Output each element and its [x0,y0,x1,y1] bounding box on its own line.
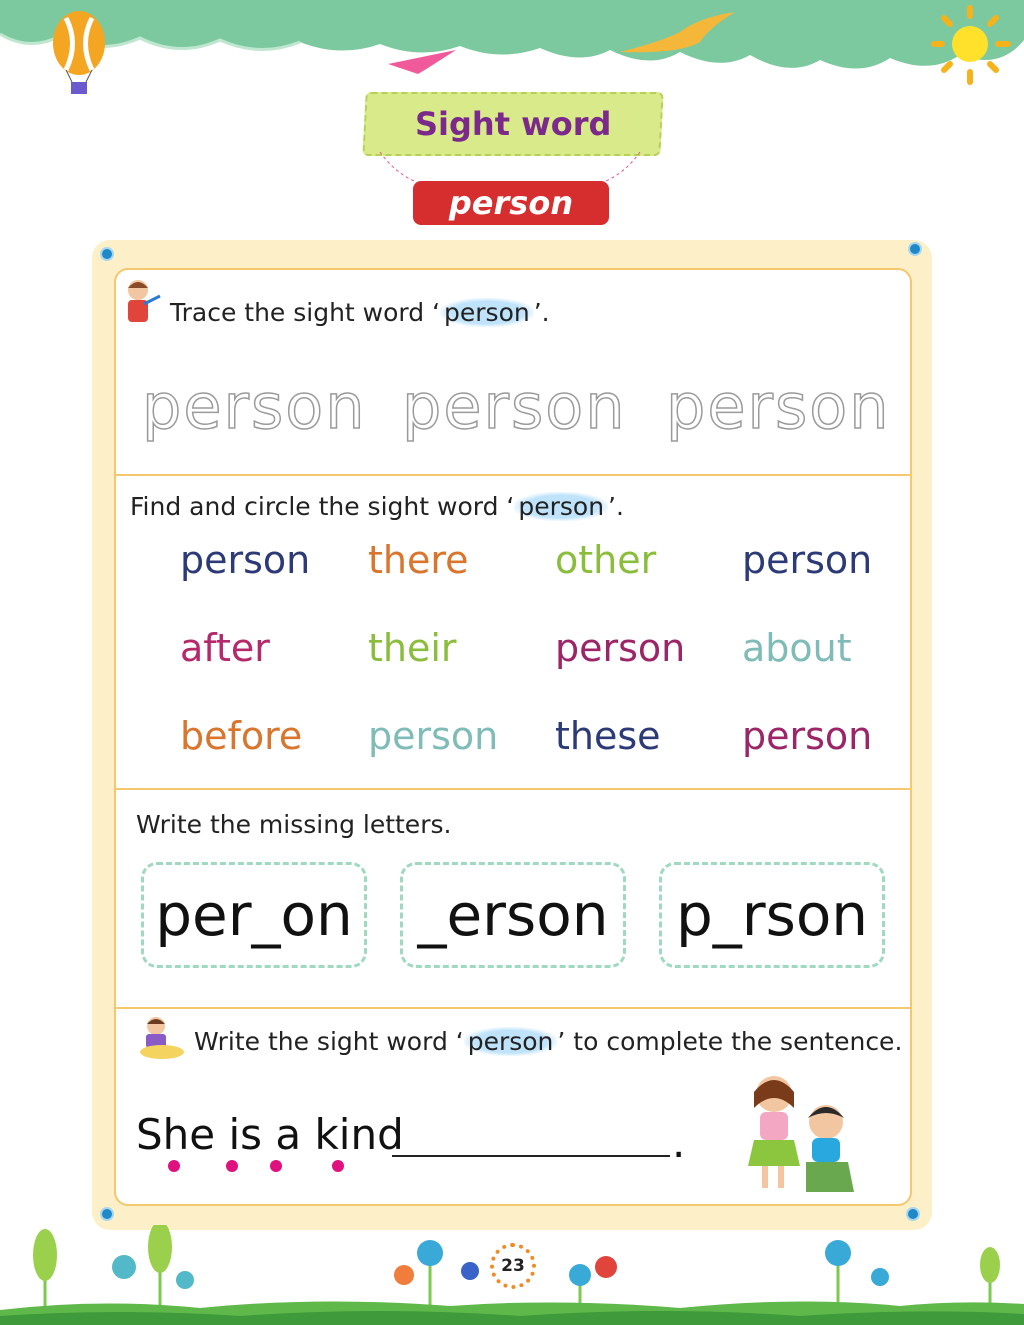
word-dot [332,1160,344,1172]
grid-word[interactable]: person [555,626,686,670]
paper-plane-icon [388,46,458,76]
word-dot [270,1160,282,1172]
trace-word[interactable]: person [402,370,627,443]
trace-word[interactable]: person [142,370,367,443]
grid-word[interactable]: after [180,626,270,670]
hot-air-balloon-icon [44,8,114,103]
circle-instruction: Find and circle the sight word ‘ person ’. [130,492,624,521]
grid-word[interactable]: person [742,714,873,758]
trace-word[interactable]: person [666,370,891,443]
sentence-blank[interactable] [392,1155,670,1157]
pin-icon [908,242,922,256]
missing-letter-box[interactable]: _erson [400,862,626,968]
grid-word[interactable]: other [555,538,657,582]
grid-word[interactable]: before [180,714,303,758]
grid-word[interactable]: person [368,714,499,758]
grid-word[interactable]: about [742,626,852,670]
grid-word[interactable]: there [368,538,469,582]
grid-word[interactable]: person [742,538,873,582]
page-number: 23 [490,1243,536,1289]
grass-ground-decoration [0,1290,1024,1325]
trace-instruction: Trace the sight word ‘ person ’. [170,298,550,327]
child-writing-icon [134,1014,186,1062]
grid-word[interactable]: their [368,626,457,670]
pin-icon [100,247,114,261]
sight-word: person [448,184,574,222]
grid-word[interactable]: person [180,538,311,582]
word-dot [168,1160,180,1172]
sentence-text: She is a kind [136,1110,404,1159]
missing-letter-box[interactable]: p_rson [659,862,885,968]
bird-icon [620,12,740,62]
pin-icon [906,1207,920,1221]
section-divider [116,474,910,476]
children-illustration [740,1068,866,1198]
word-dot [226,1160,238,1172]
section-divider [116,1007,910,1009]
header-title: Sight word [414,105,612,143]
grid-word[interactable]: these [555,714,661,758]
section-divider [116,788,910,790]
girl-writing-icon [120,276,164,328]
sky-clouds-decoration [0,0,1024,80]
pin-icon [100,1207,114,1221]
missing-letters-instruction: Write the missing letters. [136,810,452,839]
sentence-instruction: Write the sight word ‘ person ’ to complete the sentence. [194,1027,903,1056]
sight-word-tag [413,181,609,225]
sun-icon [922,2,1012,92]
sight-word-header [362,92,663,156]
missing-letter-box[interactable]: per_on [141,862,367,968]
sentence-period: . [672,1118,686,1167]
